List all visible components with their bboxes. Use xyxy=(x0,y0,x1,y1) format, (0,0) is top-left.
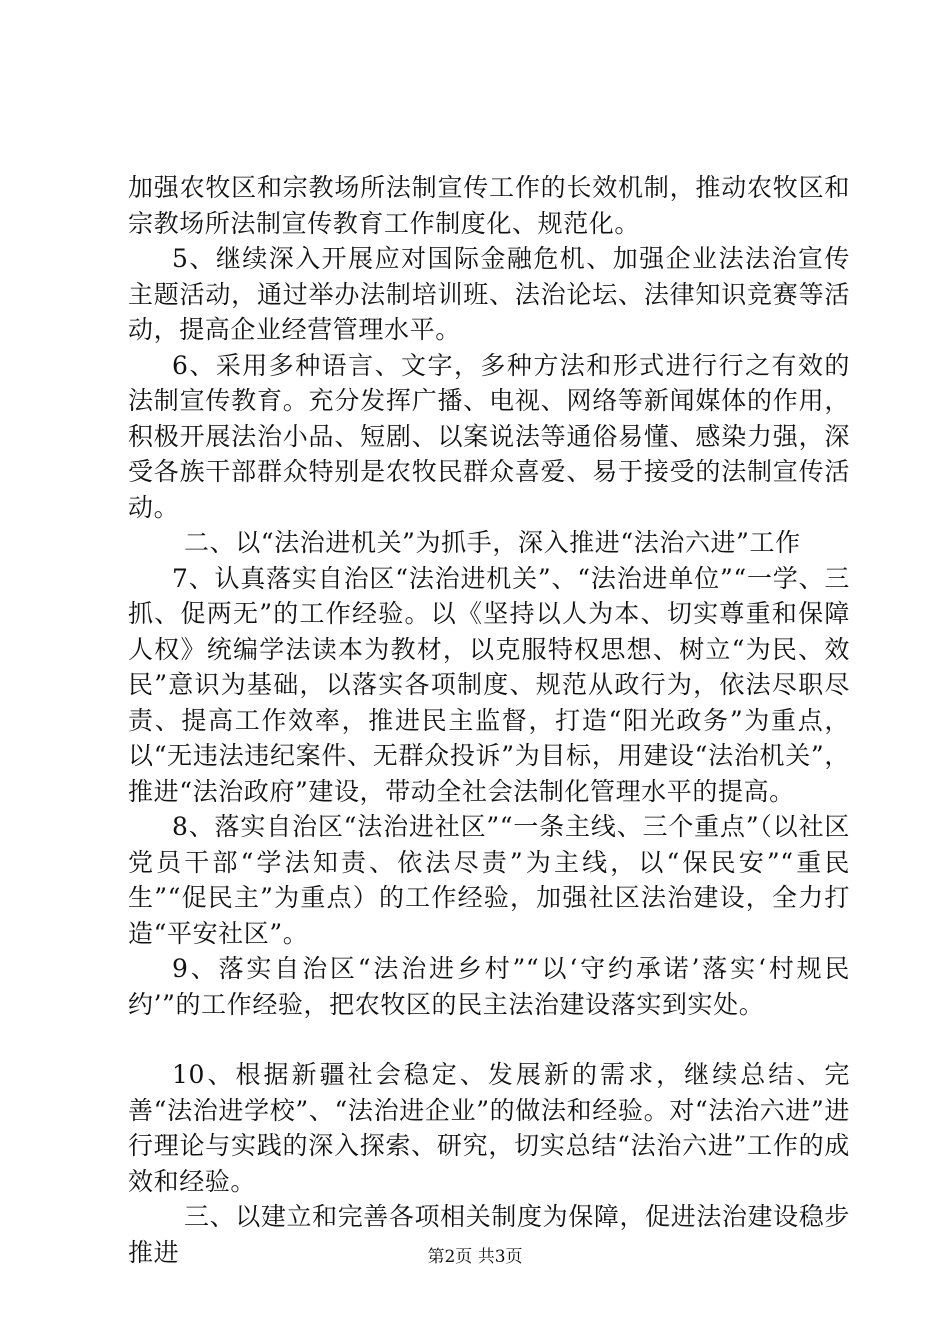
paragraph-item-8: 8、落实自治区“法治进社区”“一条主线、三个重点”（以社区党员干部“学法知责、依法尽责”为主线，以“保民安”“重民生”“促民主”为重点）的工作经验，加强社区法治建设，全力打造“平安社区”。 xyxy=(128,812,850,948)
section-heading-3: 三、以建立和完善各项相关制度为保障，促进法治建设稳步推进 xyxy=(128,1202,850,1267)
paragraph-item-5: 5、继续深入开展应对国际金融危机、加强企业法法治宣传主题活动，通过举办法制培训班、法治论坛、法律知识竞赛等活动，提高企业经营管理水平。 xyxy=(128,244,850,344)
section-heading-2: 二、以“法治进机关”为抓手，深入推进“法治六进”工作 xyxy=(184,528,801,557)
paragraph-item-10: 10、根据新疆社会稳定、发展新的需求，继续总结、完善“法治进学校”、“法治进企业”的做法和经验。对“法治六进”进行理论与实践的深入探索、研究，切实总结“法治六进”工作的成效和经验。 xyxy=(128,1060,850,1196)
page-number-footer: 第2页 共3页 xyxy=(427,1247,523,1267)
document-body xyxy=(128,170,850,1270)
paragraph-item-7: 7、认真落实自治区“法治进机关”、“法治进单位”“一学、三抓、促两无”的工作经验。以《坚持以人为本、切实尊重和保障人权》统编学法读本为教材，以克服特权思想、树立“为民、效民”意识为基础，以落实各项制度、规范从政行为，依法尽职尽责、提高工作效率，推进民主监督，打造“阳光政务”为重点，以“无违法违纪案件、无群众投诉”为目标，用建设“法治机关”，推进“法治政府”建设，带动全社会法制化管理水平的提高。 xyxy=(128,563,850,806)
paragraph-continuation: 加强农牧区和宗教场所法制宣传工作的长效机制，推动农牧区和宗教场所法制宣传教育工作制度化、规范化。 xyxy=(128,173,850,238)
paragraph-item-6: 6、采用多种语言、文字，多种方法和形式进行行之有效的法制宣传教育。充分发挥广播、电视、网络等新闻媒体的作用，积极开展法治小品、短剧、以案说法等通俗易懂、感染力强，深受各族干部群众特别是农牧民群众喜爱、易于接受的法制宣传活动。 xyxy=(128,350,850,522)
paragraph-item-9: 9、落实自治区“法治进乡村”“以‘守约承诺’落实‘村规民约’”的工作经验，把农牧区的民主法治建设落实到实处。 xyxy=(128,954,850,1019)
